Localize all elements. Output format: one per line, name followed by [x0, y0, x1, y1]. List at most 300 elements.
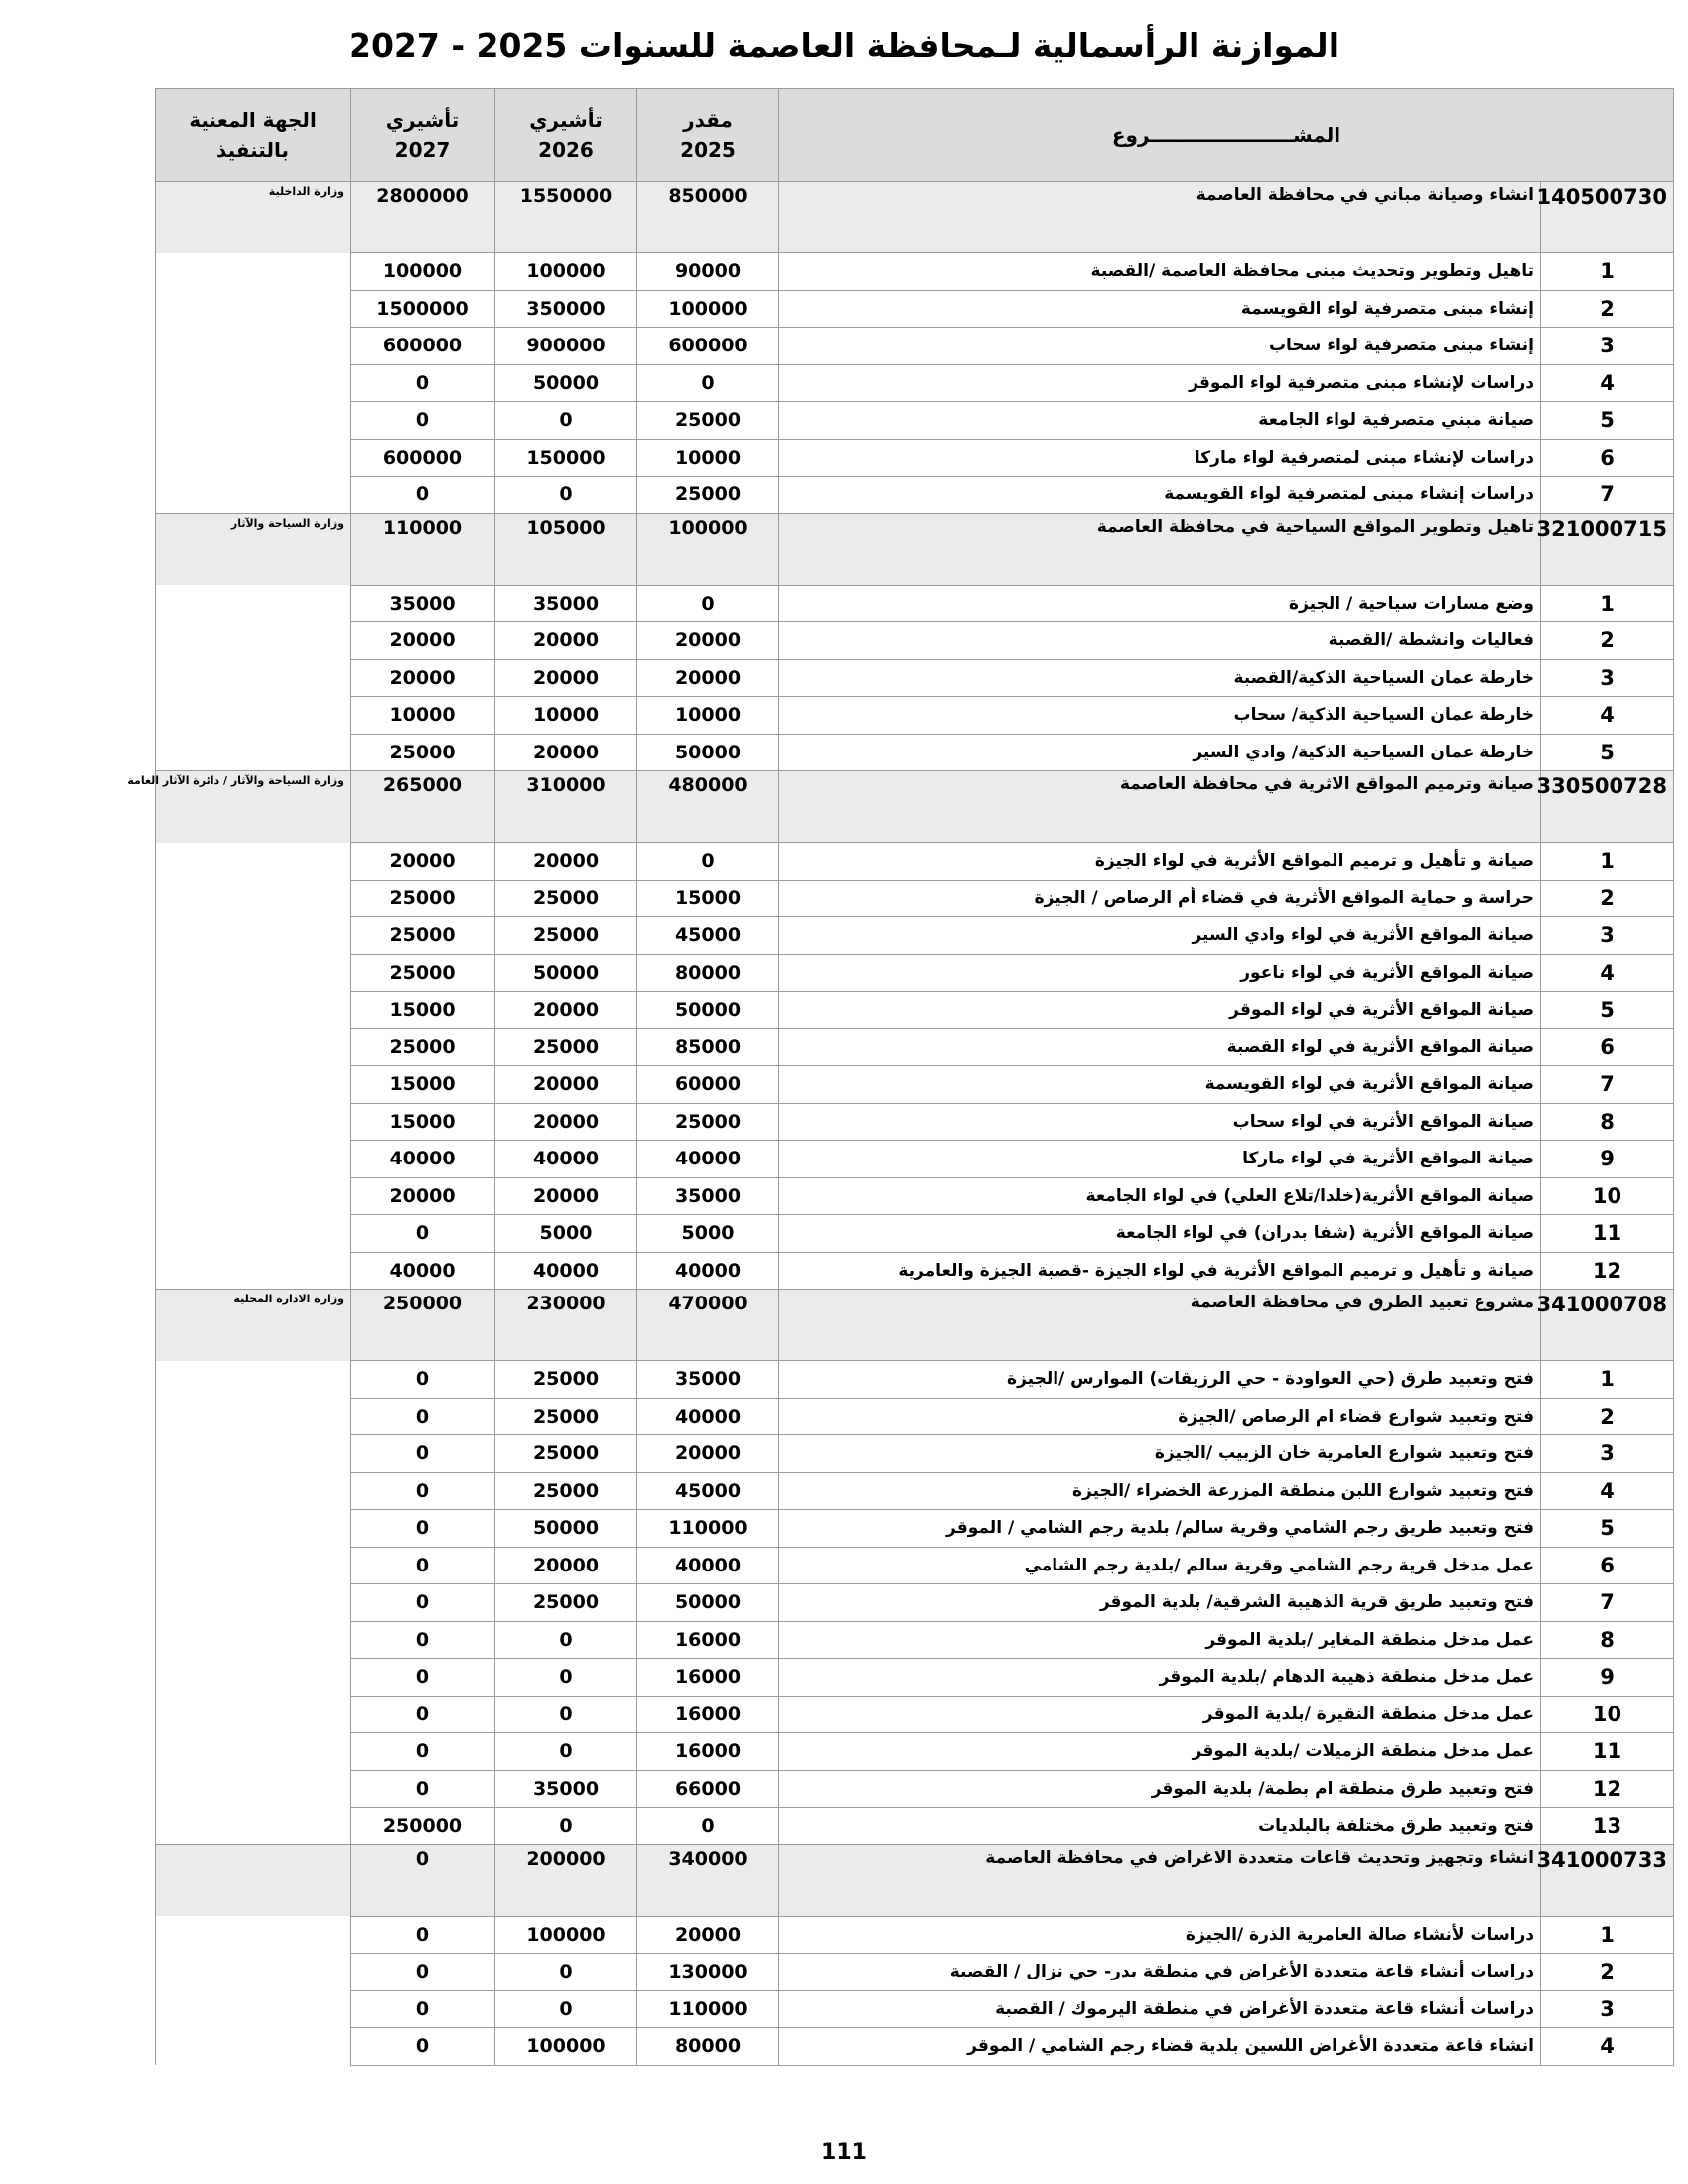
- value-2025: 600000: [637, 328, 779, 365]
- table-row: [156, 1361, 1674, 1399]
- value-2026: 40000: [495, 1141, 637, 1178]
- item-name: دراسات لإنشاء مبنى لمتصرفية لواء ماركا: [779, 439, 1541, 477]
- value-2025: 110000: [637, 1990, 779, 2028]
- entity-cell: [156, 622, 351, 660]
- value-2026: 200000: [495, 1844, 637, 1916]
- implementing-entity: وزارة السياحة والآثار / دائرة الآثار العامة: [156, 771, 351, 843]
- entity-cell: [156, 1215, 351, 1253]
- table-row: [156, 659, 1674, 697]
- value-2025: 20000: [637, 1435, 779, 1473]
- entity-cell: [156, 290, 351, 328]
- item-name: انشاء قاعة متعددة الأغراض اللسين بلدية قضاء رجم الشامي / الموقر: [779, 2028, 1541, 2066]
- value-2027: 0: [351, 1954, 495, 1991]
- value-2026: 350000: [495, 290, 637, 328]
- table-row: [156, 364, 1674, 402]
- item-name: صيانة المواقع الأثرية(خلدا/تلاع العلي) في لواء الجامعة: [779, 1177, 1541, 1215]
- entity-cell: [156, 1808, 351, 1845]
- value-2025: 16000: [637, 1733, 779, 1771]
- table-row: [156, 1808, 1674, 1845]
- value-2027: 20000: [351, 659, 495, 697]
- entity-cell: [156, 477, 351, 514]
- entity-cell: [156, 1510, 351, 1548]
- value-2025: 40000: [637, 1398, 779, 1435]
- item-number: 8: [1541, 1103, 1674, 1141]
- table-row: [156, 1584, 1674, 1622]
- value-2027: 0: [351, 2028, 495, 2066]
- table-row: [156, 1141, 1674, 1178]
- item-name: وضع مسارات سياحية / الجيزة: [779, 585, 1541, 622]
- entity-cell: [156, 1770, 351, 1808]
- value-2026: 10000: [495, 697, 637, 735]
- item-number: 5: [1541, 992, 1674, 1029]
- value-2026: 20000: [495, 992, 637, 1029]
- item-name: صيانة المواقع الأثرية في لواء القويسمة: [779, 1066, 1541, 1104]
- entity-cell: [156, 1547, 351, 1584]
- item-name: فعاليات وانشطة /القصبة: [779, 622, 1541, 660]
- entity-cell: [156, 1141, 351, 1178]
- value-2027: 0: [351, 1621, 495, 1659]
- table-row: [156, 1954, 1674, 1991]
- value-2027: 0: [351, 402, 495, 440]
- value-2026: 25000: [495, 1398, 637, 1435]
- project-row: [156, 1844, 1674, 1916]
- item-name: عمل مدخل منطقة الزميلات /بلدية الموقر: [779, 1733, 1541, 1771]
- value-2027: 20000: [351, 843, 495, 881]
- item-name: عمل مدخل منطقة النقيرة /بلدية الموقر: [779, 1696, 1541, 1733]
- item-name: فتح وتعبيد طرق مختلفة بالبلديات: [779, 1808, 1541, 1845]
- item-number: 5: [1541, 1510, 1674, 1548]
- value-2026: 50000: [495, 1510, 637, 1548]
- value-2027: 0: [351, 1770, 495, 1808]
- item-name: فتح وتعبيد طريق رجم الشامي وقرية سالم/ بلدية رجم الشامي / الموقر: [779, 1510, 1541, 1548]
- value-2027: 1500000: [351, 290, 495, 328]
- project-name: انشاء وصيانة مباني في محافظة العاصمة: [779, 182, 1541, 253]
- value-2025: 80000: [637, 954, 779, 992]
- item-number: 3: [1541, 1990, 1674, 2028]
- value-2025: 470000: [637, 1290, 779, 1361]
- budget-table: [127, 88, 1674, 2066]
- entity-cell: [156, 1252, 351, 1290]
- item-name: دراسات لأنشاء صالة العامرية الذرة /الجيزة: [779, 1916, 1541, 1954]
- value-2025: 25000: [637, 1103, 779, 1141]
- entity-cell: [156, 1621, 351, 1659]
- item-name: فتح وتعبيد شوارع العامرية خان الزبيب /الجيزة: [779, 1435, 1541, 1473]
- item-name: حراسة و حماية المواقع الأثرية في قضاء أم الرصاص / الجيزة: [779, 880, 1541, 917]
- value-2027: 110000: [351, 513, 495, 585]
- entity-cell: [156, 1103, 351, 1141]
- item-name: صيانة المواقع الأثرية في لواء سحاب: [779, 1103, 1541, 1141]
- item-name: عمل مدخل منطقة ذهيبة الدهام /بلدية الموقر: [779, 1659, 1541, 1697]
- table-row: [156, 1770, 1674, 1808]
- project-row: [156, 771, 1674, 843]
- item-number: 4: [1541, 364, 1674, 402]
- value-2025: 10000: [637, 697, 779, 735]
- item-number: 7: [1541, 477, 1674, 514]
- item-number: 5: [1541, 402, 1674, 440]
- value-2026: 50000: [495, 364, 637, 402]
- value-2026: 25000: [495, 1584, 637, 1622]
- value-2025: 60000: [637, 1066, 779, 1104]
- value-2027: 15000: [351, 1103, 495, 1141]
- header-entity: الجهة المعنية بالتنفيذ: [156, 89, 351, 182]
- item-name: صيانة المواقع الأثرية في لواء ناعور: [779, 954, 1541, 992]
- value-2025: 50000: [637, 734, 779, 771]
- item-name: خارطة عمان السياحية الذكية/ وادي السير: [779, 734, 1541, 771]
- table-row: [156, 1472, 1674, 1510]
- value-2026: 35000: [495, 585, 637, 622]
- value-2025: 50000: [637, 992, 779, 1029]
- value-2027: 0: [351, 1916, 495, 1954]
- value-2025: 25000: [637, 477, 779, 514]
- entity-cell: [156, 585, 351, 622]
- value-2026: 50000: [495, 954, 637, 992]
- value-2026: 20000: [495, 1547, 637, 1584]
- table-row: [156, 1659, 1674, 1697]
- value-2026: 0: [495, 1954, 637, 1991]
- value-2027: 600000: [351, 439, 495, 477]
- table-row: [156, 880, 1674, 917]
- value-2026: 0: [495, 402, 637, 440]
- value-2027: 265000: [351, 771, 495, 843]
- table-row: [156, 439, 1674, 477]
- item-number: 10: [1541, 1696, 1674, 1733]
- value-2026: 20000: [495, 1103, 637, 1141]
- header-2027: تأشيري 2027: [351, 89, 495, 182]
- value-2027: 250000: [351, 1808, 495, 1845]
- item-number: 7: [1541, 1584, 1674, 1622]
- value-2026: 20000: [495, 1177, 637, 1215]
- project-name: تاهيل وتطوير المواقع السياحية في محافظة العاصمة: [779, 513, 1541, 585]
- entity-cell: [156, 1435, 351, 1473]
- item-number: 6: [1541, 439, 1674, 477]
- value-2027: 0: [351, 1361, 495, 1399]
- entity-cell: [156, 1733, 351, 1771]
- table-row: [156, 585, 1674, 622]
- item-number: 10: [1541, 1177, 1674, 1215]
- value-2027: 0: [351, 1547, 495, 1584]
- value-2026: 0: [495, 1808, 637, 1845]
- value-2027: 2800000: [351, 182, 495, 253]
- project-name: مشروع تعبيد الطرق في محافظة العاصمة: [779, 1290, 1541, 1361]
- project-code: 140500730: [1541, 182, 1674, 253]
- value-2027: 0: [351, 1584, 495, 1622]
- value-2027: 20000: [351, 1177, 495, 1215]
- table-row: [156, 1177, 1674, 1215]
- item-name: صيانة و تأهيل و ترميم المواقع الأثرية في لواء الجيزة: [779, 843, 1541, 881]
- table-row: [156, 622, 1674, 660]
- table-row: [156, 1215, 1674, 1253]
- value-2026: 100000: [495, 1916, 637, 1954]
- entity-cell: [156, 1177, 351, 1215]
- item-number: 3: [1541, 917, 1674, 955]
- value-2026: 105000: [495, 513, 637, 585]
- value-2025: 0: [637, 1808, 779, 1845]
- value-2026: 5000: [495, 1215, 637, 1253]
- value-2025: 35000: [637, 1177, 779, 1215]
- item-number: 2: [1541, 880, 1674, 917]
- project-row: [156, 182, 1674, 253]
- value-2026: 25000: [495, 917, 637, 955]
- table-row: [156, 697, 1674, 735]
- value-2025: 45000: [637, 1472, 779, 1510]
- value-2027: 100000: [351, 253, 495, 291]
- item-number: 4: [1541, 1472, 1674, 1510]
- value-2027: 600000: [351, 328, 495, 365]
- value-2027: 0: [351, 1659, 495, 1697]
- table-row: [156, 2028, 1674, 2066]
- item-number: 6: [1541, 1547, 1674, 1584]
- entity-cell: [156, 1028, 351, 1066]
- value-2027: 20000: [351, 622, 495, 660]
- item-name: خارطة عمان السياحية الذكية/القصبة: [779, 659, 1541, 697]
- value-2026: 0: [495, 1621, 637, 1659]
- item-name: دراسات لإنشاء مبنى متصرفية لواء الموقر: [779, 364, 1541, 402]
- project-code: 330500728: [1541, 771, 1674, 843]
- table-row: [156, 1103, 1674, 1141]
- item-name: صيانة المواقع الأثرية في لواء القصبة: [779, 1028, 1541, 1066]
- value-2026: 25000: [495, 1028, 637, 1066]
- item-name: عمل مدخل قرية رجم الشامي وقرية سالم /بلدية رجم الشامي: [779, 1547, 1541, 1584]
- implementing-entity: وزارة السياحة والآثار: [156, 513, 351, 585]
- project-name: صيانة وترميم المواقع الاثرية في محافظة العاصمة: [779, 771, 1541, 843]
- value-2025: 100000: [637, 290, 779, 328]
- entity-cell: [156, 1659, 351, 1697]
- item-number: 1: [1541, 1361, 1674, 1399]
- item-number: 4: [1541, 954, 1674, 992]
- item-number: 2: [1541, 1954, 1674, 1991]
- value-2025: 85000: [637, 1028, 779, 1066]
- project-code: 341000708: [1541, 1290, 1674, 1361]
- value-2025: 480000: [637, 771, 779, 843]
- value-2025: 20000: [637, 1916, 779, 1954]
- value-2025: 110000: [637, 1510, 779, 1548]
- value-2025: 20000: [637, 659, 779, 697]
- value-2026: 25000: [495, 1435, 637, 1473]
- item-name: فتح وتعبيد طرق منطقة ام بطمة/ بلدية الموقر: [779, 1770, 1541, 1808]
- table-row: [156, 917, 1674, 955]
- value-2026: 150000: [495, 439, 637, 477]
- entity-cell: [156, 697, 351, 735]
- implementing-entity: وزارة الادارة المحلية: [156, 1290, 351, 1361]
- header-project: المشـــــــــــــــــــــروع: [779, 89, 1674, 182]
- table-row: [156, 734, 1674, 771]
- value-2027: 0: [351, 1510, 495, 1548]
- value-2027: 25000: [351, 880, 495, 917]
- value-2026: 25000: [495, 1361, 637, 1399]
- implementing-entity: وزارة الداخلية: [156, 182, 351, 253]
- value-2027: 25000: [351, 734, 495, 771]
- value-2027: 0: [351, 1398, 495, 1435]
- item-number: 4: [1541, 697, 1674, 735]
- project-row: [156, 513, 1674, 585]
- value-2026: 0: [495, 1696, 637, 1733]
- entity-cell: [156, 1361, 351, 1399]
- value-2027: 10000: [351, 697, 495, 735]
- table-row: [156, 954, 1674, 992]
- table-row: [156, 1252, 1674, 1290]
- item-name: دراسات أنشاء قاعة متعددة الأغراض في منطقة اليرموك / القصبة: [779, 1990, 1541, 2028]
- item-name: صيانة المواقع الأثرية في لواء الموقر: [779, 992, 1541, 1029]
- value-2026: 20000: [495, 1066, 637, 1104]
- entity-cell: [156, 1066, 351, 1104]
- value-2026: 230000: [495, 1290, 637, 1361]
- item-name: إنشاء مبنى متصرفية لواء القويسمة: [779, 290, 1541, 328]
- value-2026: 0: [495, 1733, 637, 1771]
- value-2027: 250000: [351, 1290, 495, 1361]
- value-2026: 20000: [495, 734, 637, 771]
- item-name: تاهيل وتطوير وتحديث مبنى محافظة العاصمة /القصبة: [779, 253, 1541, 291]
- value-2025: 10000: [637, 439, 779, 477]
- value-2025: 15000: [637, 880, 779, 917]
- value-2027: 0: [351, 477, 495, 514]
- item-name: فتح وتعبيد شوارع اللبن منطقة المزرعة الخضراء /الجيزة: [779, 1472, 1541, 1510]
- item-number: 11: [1541, 1733, 1674, 1771]
- item-number: 13: [1541, 1808, 1674, 1845]
- item-name: إنشاء مبنى متصرفية لواء سحاب: [779, 328, 1541, 365]
- value-2027: 25000: [351, 954, 495, 992]
- value-2027: 40000: [351, 1141, 495, 1178]
- value-2025: 5000: [637, 1215, 779, 1253]
- table-row: [156, 477, 1674, 514]
- entity-cell: [156, 917, 351, 955]
- value-2025: 16000: [637, 1696, 779, 1733]
- item-number: 2: [1541, 1398, 1674, 1435]
- value-2025: 130000: [637, 1954, 779, 1991]
- item-number: 12: [1541, 1252, 1674, 1290]
- item-name: صيانة و تأهيل و ترميم المواقع الأثرية في لواء الجيزة -قصبة الجيزة والعامرية: [779, 1252, 1541, 1290]
- value-2026: 40000: [495, 1252, 637, 1290]
- value-2025: 0: [637, 843, 779, 881]
- value-2026: 0: [495, 1659, 637, 1697]
- entity-cell: [156, 1472, 351, 1510]
- value-2026: 20000: [495, 843, 637, 881]
- item-name: صيانة المواقع الأثرية في لواء وادي السير: [779, 917, 1541, 955]
- value-2027: 25000: [351, 1028, 495, 1066]
- item-name: فتح وتعبيد شوارع قضاء ام الرصاص /الجيزة: [779, 1398, 1541, 1435]
- value-2025: 100000: [637, 513, 779, 585]
- item-number: 4: [1541, 2028, 1674, 2066]
- value-2026: 900000: [495, 328, 637, 365]
- item-number: 1: [1541, 843, 1674, 881]
- item-number: 1: [1541, 1916, 1674, 1954]
- table-row: [156, 992, 1674, 1029]
- entity-cell: [156, 1954, 351, 1991]
- item-number: 9: [1541, 1141, 1674, 1178]
- item-number: 1: [1541, 585, 1674, 622]
- value-2025: 850000: [637, 182, 779, 253]
- project-name: انشاء وتجهيز وتحديث قاعات متعددة الاغراض في محافظة العاصمة: [779, 1844, 1541, 1916]
- item-number: 2: [1541, 622, 1674, 660]
- item-number: 8: [1541, 1621, 1674, 1659]
- item-name: دراسات إنشاء مبنى لمتصرفية لواء القويسمة: [779, 477, 1541, 514]
- entity-cell: [156, 402, 351, 440]
- value-2027: 0: [351, 1990, 495, 2028]
- value-2025: 25000: [637, 402, 779, 440]
- item-number: 5: [1541, 734, 1674, 771]
- value-2027: 0: [351, 1215, 495, 1253]
- table-row: [156, 328, 1674, 365]
- entity-cell: [156, 439, 351, 477]
- value-2027: 15000: [351, 1066, 495, 1104]
- value-2026: 100000: [495, 2028, 637, 2066]
- value-2026: 0: [495, 477, 637, 514]
- item-name: دراسات أنشاء قاعة متعددة الأغراض في منطقة بدر- حي نزال / القصبة: [779, 1954, 1541, 1991]
- entity-cell: [156, 328, 351, 365]
- value-2026: 310000: [495, 771, 637, 843]
- table-row: [156, 1510, 1674, 1548]
- entity-cell: [156, 843, 351, 881]
- table-row: [156, 843, 1674, 881]
- table-row: [156, 402, 1674, 440]
- value-2026: 35000: [495, 1770, 637, 1808]
- value-2027: 0: [351, 1733, 495, 1771]
- table-row: [156, 1621, 1674, 1659]
- value-2026: 0: [495, 1990, 637, 2028]
- item-number: 7: [1541, 1066, 1674, 1104]
- entity-cell: [156, 253, 351, 291]
- entity-cell: [156, 1584, 351, 1622]
- item-name: عمل مدخل منطقة المغاير /بلدية الموقر: [779, 1621, 1541, 1659]
- page-number: 111: [821, 2140, 867, 2165]
- entity-cell: [156, 1696, 351, 1733]
- value-2026: 25000: [495, 880, 637, 917]
- value-2027: 25000: [351, 917, 495, 955]
- value-2027: 0: [351, 1844, 495, 1916]
- table-row: [156, 1547, 1674, 1584]
- table-row: [156, 1990, 1674, 2028]
- entity-cell: [156, 1398, 351, 1435]
- entity-cell: [156, 992, 351, 1029]
- table-row: [156, 1028, 1674, 1066]
- value-2027: 0: [351, 1696, 495, 1733]
- table-row: [156, 1696, 1674, 1733]
- item-name: صيانة المواقع الأثرية (شفا بدران) في لواء الجامعة: [779, 1215, 1541, 1253]
- item-number: 1: [1541, 253, 1674, 291]
- value-2025: 40000: [637, 1141, 779, 1178]
- header-2025: مقدر 2025: [637, 89, 779, 182]
- table-row: [156, 290, 1674, 328]
- value-2025: 80000: [637, 2028, 779, 2066]
- value-2025: 90000: [637, 253, 779, 291]
- item-number: 9: [1541, 1659, 1674, 1697]
- item-number: 6: [1541, 1028, 1674, 1066]
- table-row: [156, 1398, 1674, 1435]
- project-row: [156, 1290, 1674, 1361]
- implementing-entity: [156, 1844, 351, 1916]
- value-2025: 20000: [637, 622, 779, 660]
- item-name: فتح وتعبيد طرق (حي العواودة - حي الرزيقات) الموارس /الجيزة: [779, 1361, 1541, 1399]
- value-2025: 16000: [637, 1621, 779, 1659]
- project-code: 341000733: [1541, 1844, 1674, 1916]
- value-2025: 40000: [637, 1252, 779, 1290]
- item-number: 12: [1541, 1770, 1674, 1808]
- entity-cell: [156, 1916, 351, 1954]
- value-2026: 1550000: [495, 182, 637, 253]
- table-row: [156, 253, 1674, 291]
- value-2025: 340000: [637, 1844, 779, 1916]
- project-code: 321000715: [1541, 513, 1674, 585]
- value-2025: 45000: [637, 917, 779, 955]
- entity-cell: [156, 2028, 351, 2066]
- entity-cell: [156, 1990, 351, 2028]
- entity-cell: [156, 659, 351, 697]
- value-2025: 66000: [637, 1770, 779, 1808]
- value-2027: 40000: [351, 1252, 495, 1290]
- table-row: [156, 1733, 1674, 1771]
- value-2026: 100000: [495, 253, 637, 291]
- value-2027: 35000: [351, 585, 495, 622]
- value-2025: 0: [637, 585, 779, 622]
